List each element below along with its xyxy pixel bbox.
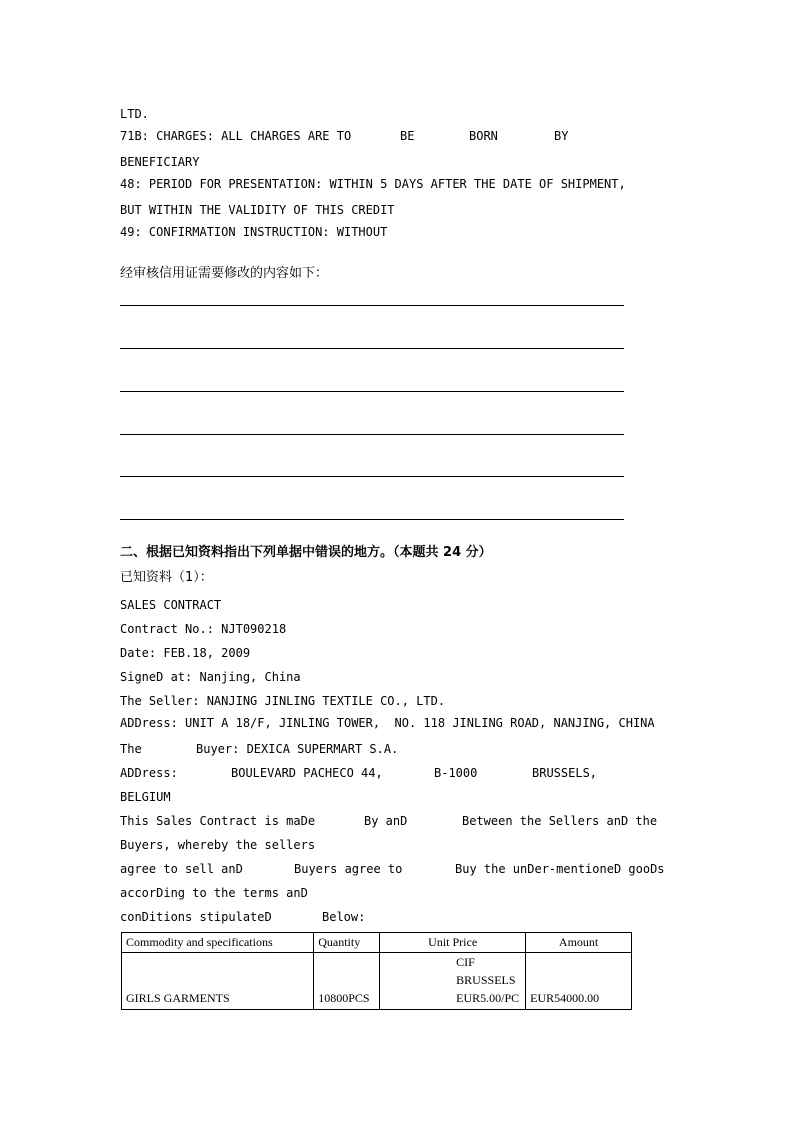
buyer-addr-a: ADDress: (120, 766, 178, 780)
buyer (120, 742, 399, 756)
contract-text-1 (120, 814, 658, 828)
contract-text-2: Buyers, whereby the sellers (120, 838, 316, 852)
goods-table-header (122, 933, 632, 953)
buyer-addr-d: BRUSSELS, (532, 766, 598, 780)
seller-address: ADDress: UNIT A 18/F, JINLING TOWER, NO. 118 JINLING ROAD, NANJING, CHINA (120, 716, 655, 730)
cell-amount: EUR54000.00 (526, 953, 632, 1010)
contract-title: SALES CONTRACT (120, 598, 222, 612)
header-unit-price: Unit Price (380, 933, 526, 953)
header-commodity: Commodity and specifications (122, 933, 314, 953)
contract-no: Contract No.: NJT090218 (120, 622, 287, 636)
text1-b: By anD (364, 814, 408, 828)
lc-confirmation: 49: CONFIRMATION INSTRUCTION: WITHOUT (120, 225, 388, 239)
cell-commodity: GIRLS GARMENTS (122, 953, 314, 1010)
text1-c: Between the Sellers anD the (462, 814, 658, 828)
signed-at: SigneD at: Nanjing, China (120, 670, 301, 684)
answer-line[interactable] (120, 519, 624, 520)
unit-price: EUR5.00/PC (456, 991, 520, 1005)
text3-c: Buy the unDer-mentioneD gooDs (455, 862, 665, 876)
cell-unit-price (380, 953, 526, 1010)
header-quantity: Quantity (314, 933, 380, 953)
lc-charges (120, 129, 569, 143)
buyer-address (120, 766, 598, 780)
buyer-country: BELGIUM (120, 790, 171, 804)
lc-charges-d: BY (554, 129, 569, 143)
buyer-a: The (120, 742, 142, 756)
table-row (122, 953, 632, 1010)
answer-line[interactable] (120, 391, 624, 392)
buyer-addr-c: B-1000 (434, 766, 478, 780)
header-amount: Amount (526, 933, 632, 953)
info-title: 已知资料（1）： (120, 570, 213, 585)
cell-quantity: 10800PCS (314, 953, 380, 1010)
lc-period-b: BUT WITHIN THE VALIDITY OF THIS CREDIT (120, 203, 395, 217)
price-term: CIF BRUSSELS (456, 955, 516, 987)
section2-heading: 二、根据已知资料指出下列单据中错误的地方。（本题共 24 分） (120, 545, 492, 560)
answer-line[interactable] (120, 348, 624, 349)
lc-ltd: LTD. (120, 107, 149, 121)
lc-period-a: 48: PERIOD FOR PRESENTATION: WITHIN 5 DAYS AFTER THE DATE OF SHIPMENT, (120, 177, 626, 191)
answer-line[interactable] (120, 434, 624, 435)
answer-line[interactable] (120, 305, 624, 306)
contract-text-4: accorDing to the terms anD (120, 886, 308, 900)
answer-line[interactable] (120, 476, 624, 477)
lc-charges-beneficiary: BENEFICIARY (120, 155, 200, 169)
contract-text-5 (120, 910, 366, 924)
text1-a: This Sales Contract is maDe (120, 814, 316, 828)
goods-table (121, 932, 632, 1010)
contract-date: Date: FEB.18, 2009 (120, 646, 251, 660)
lc-charges-a: 71B: CHARGES: ALL CHARGES ARE TO (120, 129, 352, 143)
text3-b: Buyers agree to (294, 862, 403, 876)
buyer-addr-b: BOULEVARD PACHECO 44, (231, 766, 383, 780)
contract-text-3 (120, 862, 665, 876)
text5-b: Below: (322, 910, 366, 924)
text3-a: agree to sell anD (120, 862, 243, 876)
seller: The Seller: NANJING JINLING TEXTILE CO., LTD. (120, 694, 446, 708)
text5-a: conDitions stipulateD (120, 910, 272, 924)
lc-charges-c: BORN (469, 129, 498, 143)
buyer-b: Buyer: DEXICA SUPERMART S.A. (196, 742, 399, 756)
lc-charges-b: BE (400, 129, 415, 143)
amend-prompt: 经审核信用证需要修改的内容如下： (120, 266, 329, 281)
